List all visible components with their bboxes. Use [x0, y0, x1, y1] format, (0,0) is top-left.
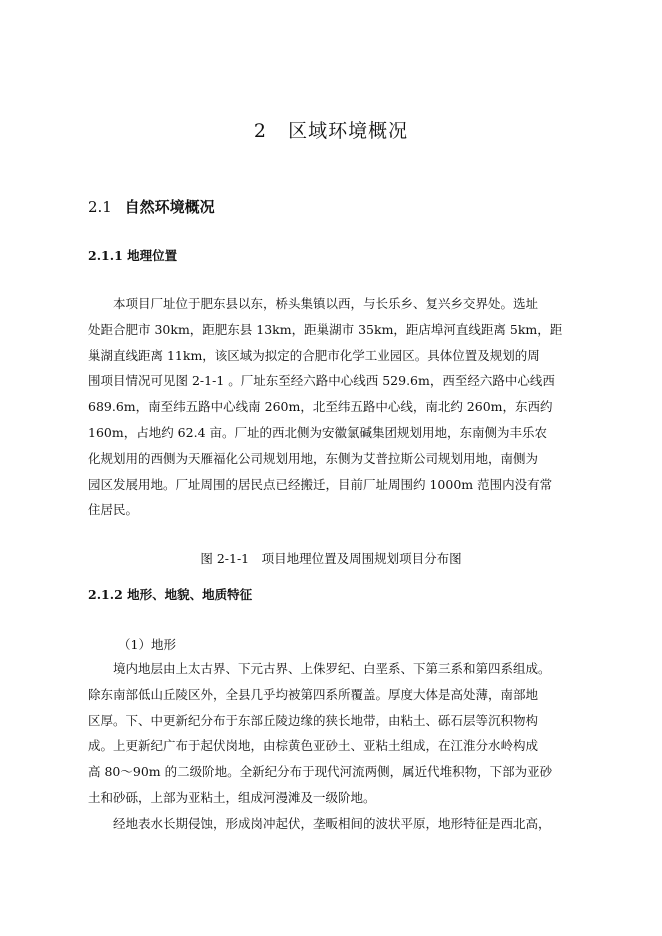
text-line: 高 80～90m 的二级阶地。全新纪分布于现代河流两侧，属近代堆积物，下部为亚砂 [88, 764, 553, 780]
subsection-heading-terrain: 2.1.2 地形、地貌、地质特征 [88, 587, 253, 602]
chapter-number: 2 [253, 120, 268, 142]
text-line: 住居民。 [88, 502, 139, 518]
text-line: 巢湖直线距离 11km，该区域为拟定的合肥市化学工业园区。具体位置及规划的周 [88, 347, 540, 363]
text-line: 园区发展用地。厂址周围的居民点已经搬迁，目前厂址周围约 1000m 范围内没有常 [88, 476, 553, 492]
paragraph-terrain [88, 656, 574, 837]
text-line: 土和砂砾，上部为亚粘土，组成河漫滩及一级阶地。 [88, 789, 376, 805]
text-line: 689.6m，南至纬五路中心线南 260m，北至纬五路中心线，南北约 260m，东西约 [88, 399, 553, 415]
section-heading [88, 196, 215, 217]
chapter-title-text: 区域环境概况 [288, 120, 409, 142]
section-number: 2.1 [88, 198, 112, 216]
text-line: 处距合肥市 30km，距肥东县 13km，距巢湖市 35km，距店埠河直线距离 5km，距 [88, 321, 563, 337]
text-line: 区厚。下、中更新纪分布于东部丘陵边缘的狭长地带，由粘土、砾石层等沉积物构 [88, 712, 539, 728]
paragraph-location [88, 291, 574, 523]
text-line: 经地表水长期侵蚀，形成岗冲起伏，垄畈相间的波状平原，地形特征是西北高， [88, 815, 551, 831]
figure-caption: 图 2-1-1 项目地理位置及周围规划项目分布图 [200, 551, 462, 566]
text-line: 境内地层由上太古界、下元古界、上侏罗纪、白垩系、下第三系和第四系组成。 [88, 661, 551, 676]
chapter-title [0, 116, 662, 143]
text-line: 化规划用的西侧为天雁福化公司规划用地，东侧为艾普拉斯公司规划用地，南侧为 [88, 450, 539, 466]
text-line: 本项目厂址位于肥东县以东，桥头集镇以西，与长乐乡、复兴乡交界处。选址 [88, 296, 539, 311]
text-line: 围项目情况可见图 2-1-1 。厂址东至经六路中心线西 529.6m，西至经六路中心线西 [88, 373, 555, 389]
sub-subsection-label: （1）地形 [118, 637, 176, 652]
section-title: 自然环境概况 [124, 198, 215, 216]
subsection-heading-location: 2.1.1 地理位置 [88, 248, 178, 263]
text-line: 除东南部低山丘陵区外，全县几乎均被第四系所覆盖。厚度大体是高处薄，南部地 [88, 686, 539, 702]
text-line: 成。上更新纪广布于起伏岗地，由棕黄色亚砂土、亚粘土组成，在江淮分水岭构成 [88, 738, 539, 754]
text-line: 160m，占地约 62.4 亩。厂址的西北侧为安徽氯碱集团规划用地，东南侧为丰乐农 [88, 424, 547, 440]
